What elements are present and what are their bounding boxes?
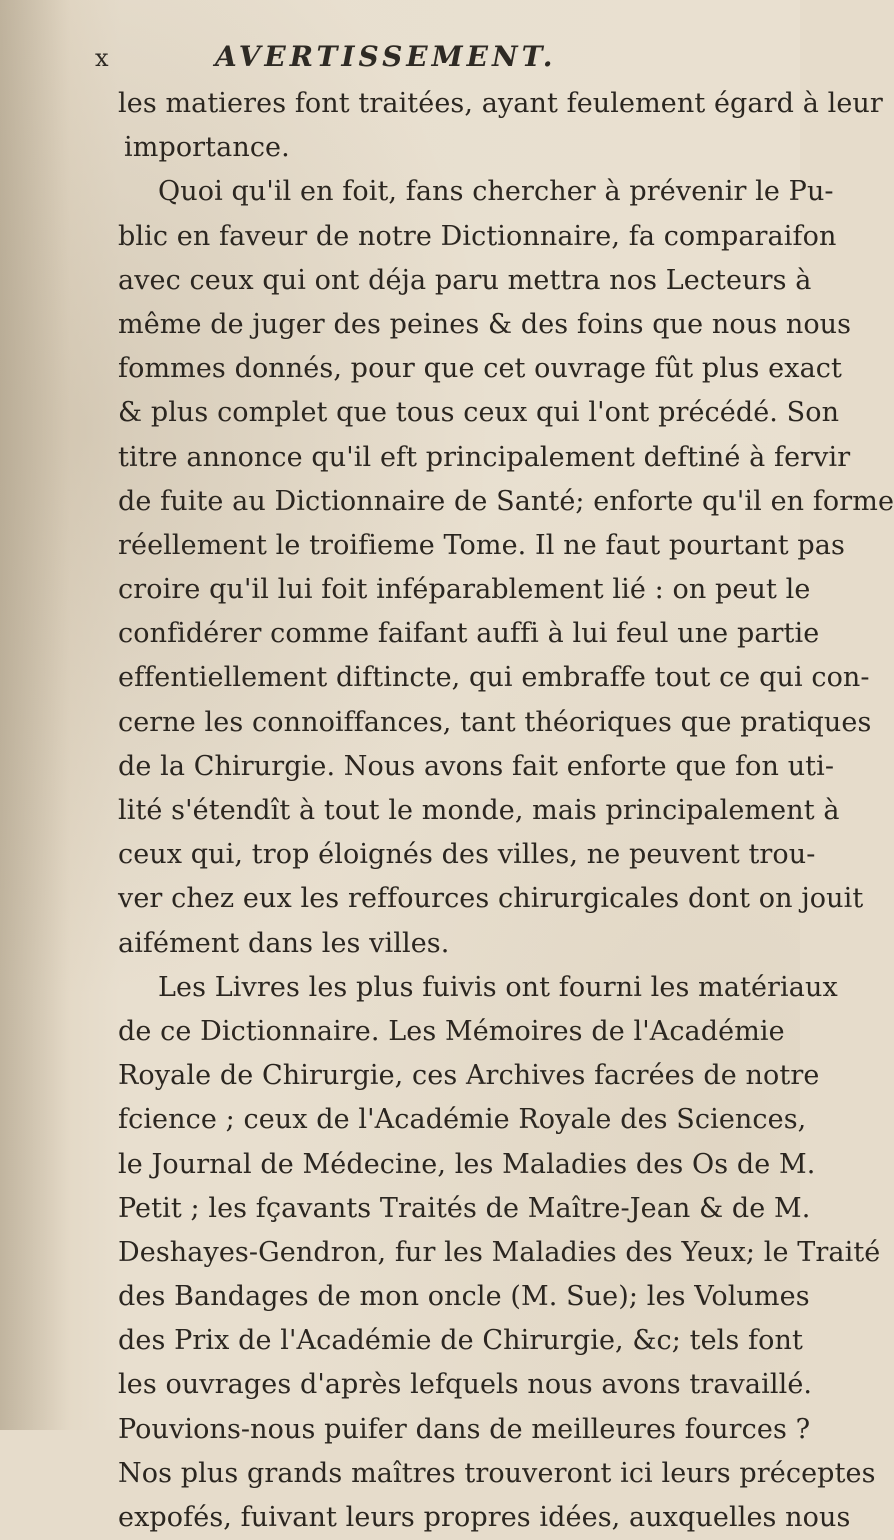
text-line: avec ceux qui ont déja paru mettra nos Lecteurs à	[118, 264, 812, 296]
text-line: de ce Dictionnaire. Les Mémoires de l'Académie	[118, 1015, 785, 1047]
text-line: & plus complet que tous ceux qui l'ont précédé. Son	[118, 397, 840, 429]
text-line: des Bandages de mon oncle (M. Sue); les Volumes	[118, 1281, 810, 1313]
text-line: confidérer comme faifant auffi à lui feul une partie	[118, 618, 820, 650]
page-edge-shadow	[0, 0, 70, 1430]
text-line: Petit ; les fçavants Traités de Maître-Jean & de M.	[118, 1192, 811, 1224]
text-line: blic en faveur de notre Dictionnaire, fa comparaifon	[118, 220, 837, 252]
text-line: Les Livres les plus fuivis ont fourni les matériaux	[158, 971, 838, 1003]
text-line: Nos plus grands maîtres trouveront ici leurs préceptes	[118, 1457, 876, 1489]
text-line: ceux qui, trop éloignés des villes, ne peuvent trou-	[118, 839, 816, 871]
text-line: Quoi qu'il en foit, fans chercher à prévenir le Pu-	[158, 176, 834, 208]
text-line: fommes donnés, pour que cet ouvrage fût plus exact	[118, 353, 842, 385]
text-line: Deshayes-Gendron, fur les Maladies des Yeux; le Traité	[118, 1236, 881, 1268]
text-line: importance.	[124, 132, 290, 164]
page-header	[95, 40, 755, 84]
text-line: ver chez eux les reffources chirurgicales dont on jouit	[118, 883, 864, 915]
text-line: Royale de Chirurgie, ces Archives facrées de notre	[118, 1060, 820, 1092]
text-line: des Prix de l'Académie de Chirurgie, &c; tels font	[118, 1325, 803, 1357]
page-header-title: AVERTISSEMENT.	[215, 40, 557, 73]
text-line: de fuite au Dictionnaire de Santé; enforte qu'il en forme	[118, 485, 894, 517]
text-line: expofés, fuivant leurs propres idées, auxquelles nous	[118, 1502, 851, 1533]
text-line: aifément dans les villes.	[118, 927, 450, 959]
text-line: les ouvrages d'après lefquels nous avons travaillé.	[118, 1369, 813, 1401]
text-line: titre annonce qu'il eft principalement deftiné à fervir	[118, 441, 851, 473]
page-header-mark: x	[95, 44, 113, 72]
text-line: le Journal de Médecine, les Maladies des Os de M.	[118, 1148, 816, 1180]
text-line: cerne les connoiffances, tant théoriques que pratiques	[118, 706, 872, 738]
text-line: Pouvions-nous puifer dans de meilleures fources ?	[118, 1413, 811, 1445]
body-text	[118, 82, 894, 1540]
text-line: même de juger des peines & des foins que nous nous	[118, 308, 852, 340]
text-line: lité s'étendît à tout le monde, mais principalement à	[118, 795, 840, 826]
text-line: fcience ; ceux de l'Académie Royale des Sciences,	[118, 1104, 807, 1136]
text-line: effentiellement diftincte, qui embraffe tout ce qui con-	[118, 662, 870, 694]
text-line: croire qu'il lui foit inféparablement lié : on peut le	[118, 574, 811, 606]
text-line: les matieres font traitées, ayant feulement égard à leur	[118, 88, 883, 119]
text-line: réellement le troifieme Tome. Il ne faut pourtant pas	[118, 529, 845, 561]
text-line: de la Chirurgie. Nous avons fait enforte que fon uti-	[118, 750, 835, 782]
